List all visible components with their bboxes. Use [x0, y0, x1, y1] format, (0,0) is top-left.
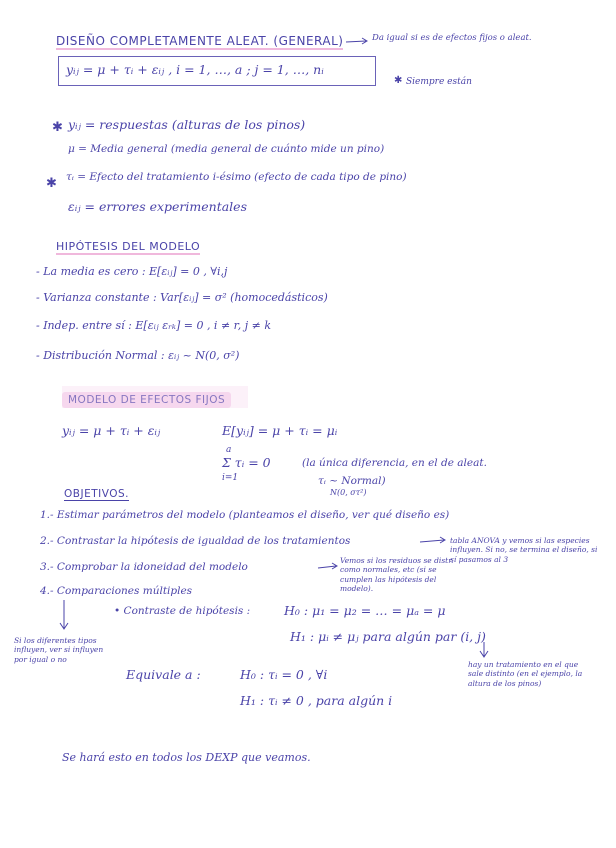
arrow-head-icon — [480, 651, 488, 657]
objectives-heading: OBJETIVOS. — [64, 488, 129, 500]
definition-errors: εᵢⱼ = errores experimentales — [68, 199, 247, 214]
contrast-h0: H₀ : μ₁ = μ₂ = … = μₐ = μ — [284, 603, 446, 618]
definition-responses: yᵢⱼ = respuestas (alturas de los pinos) — [68, 117, 306, 132]
objective-item: 2.- Contrastar la hipótesis de igualdad de los tratamientos — [40, 535, 351, 547]
objective-item: 3.- Comprobar la idoneidad del modelo — [40, 561, 248, 573]
objective-2-note: tabla ANOVA y vemos si las especies influyen. Si no, se termina el diseño, si sí pasamos al 3 — [450, 536, 598, 564]
hypothesis-item: - Distribución Normal : εᵢⱼ ~ N(0, σ²) — [36, 349, 240, 362]
contrast-h1-equivalent: H₁ : τᵢ ≠ 0 , para algún i — [240, 693, 393, 708]
sum-note: (la única diferencia, en el de aleat. — [302, 457, 487, 469]
arrow-head-icon — [440, 537, 445, 543]
contrast-h1: H₁ : μᵢ ≠ μⱼ para algún par (i, j) — [290, 629, 486, 644]
page-title: DISEÑO COMPLETAMENTE ALEAT. (GENERAL) — [56, 34, 344, 48]
star-icon: ✱ — [52, 120, 63, 135]
definition-treatment: τᵢ = Efecto del tratamiento i-ésimo (efecto de cada tipo de pino) — [66, 171, 407, 183]
contrast-h0-equivalent: H₀ : τᵢ = 0 , ∀i — [240, 667, 328, 682]
star-icon: ✱ — [46, 176, 57, 191]
arrow-head-icon — [362, 38, 367, 44]
sum-note-3: N(0, στ²) — [330, 488, 367, 497]
title-note: Da igual si es de efectos fijos o aleat. — [372, 33, 532, 43]
sum-constraint: Σ τᵢ = 0 — [222, 455, 271, 470]
objective-item: 1.- Estimar parámetros del modelo (planteamos el diseño, ver qué diseño es) — [40, 509, 450, 521]
star-icon: ✱ — [394, 75, 403, 86]
sum-upper-limit: a — [226, 445, 232, 455]
sum-lower-limit: i=1 — [222, 473, 239, 483]
arrow-head-icon — [332, 563, 337, 569]
equivalent-label: Equivale a : — [126, 667, 201, 682]
right-side-note: hay un tratamiento en el que sale distinto (en el ejemplo, la altura de los pinos) — [468, 660, 583, 688]
hypotheses-heading: HIPÓTESIS DEL MODELO — [56, 240, 201, 253]
fixed-effects-equation: yᵢⱼ = μ + τᵢ + εᵢⱼ — [62, 423, 161, 438]
contrast-label: • Contraste de hipótesis : — [114, 605, 251, 617]
fixed-effects-heading: MODELO DE EFECTOS FIJOS — [62, 392, 231, 408]
objective-item: 4.- Comparaciones múltiples — [40, 585, 193, 597]
arrow-icon — [420, 540, 444, 542]
expected-value-equation: E[yᵢⱼ] = μ + τᵢ = μᵢ — [222, 423, 338, 438]
always-note: Siempre están — [406, 77, 472, 87]
hypothesis-item: - La media es cero : E[εᵢⱼ] = 0 , ∀i,j — [36, 265, 228, 278]
hypothesis-item: - Indep. entre sí : E[εᵢⱼ εᵣₖ] = 0 , i ≠ r, j ≠ k — [36, 319, 271, 332]
arrow-icon — [318, 566, 336, 568]
arrow-head-icon — [60, 623, 68, 629]
left-side-note: Si los diferentes tipos influyen, ver si influyen por igual o no — [14, 636, 104, 664]
arrow-icon — [346, 41, 366, 42]
objective-3-note: Vemos si los residuos se distr. como normales, etc (si se cumplen las hipótesis del modelo). — [340, 556, 454, 594]
footer-text: Se hará esto en todos los DEXP que veamos. — [62, 751, 311, 764]
hypothesis-item: - Varianza constante : Var[εᵢⱼ] = σ² (homocedásticos) — [36, 291, 328, 304]
sum-note-2: τᵢ ~ Normal) — [318, 475, 386, 487]
model-equation: yᵢⱼ = μ + τᵢ + εᵢⱼ , i = 1, …, a ; j = 1, …, nᵢ — [66, 62, 324, 77]
definition-mean: μ = Media general (media general de cuánto mide un pino) — [68, 143, 385, 155]
